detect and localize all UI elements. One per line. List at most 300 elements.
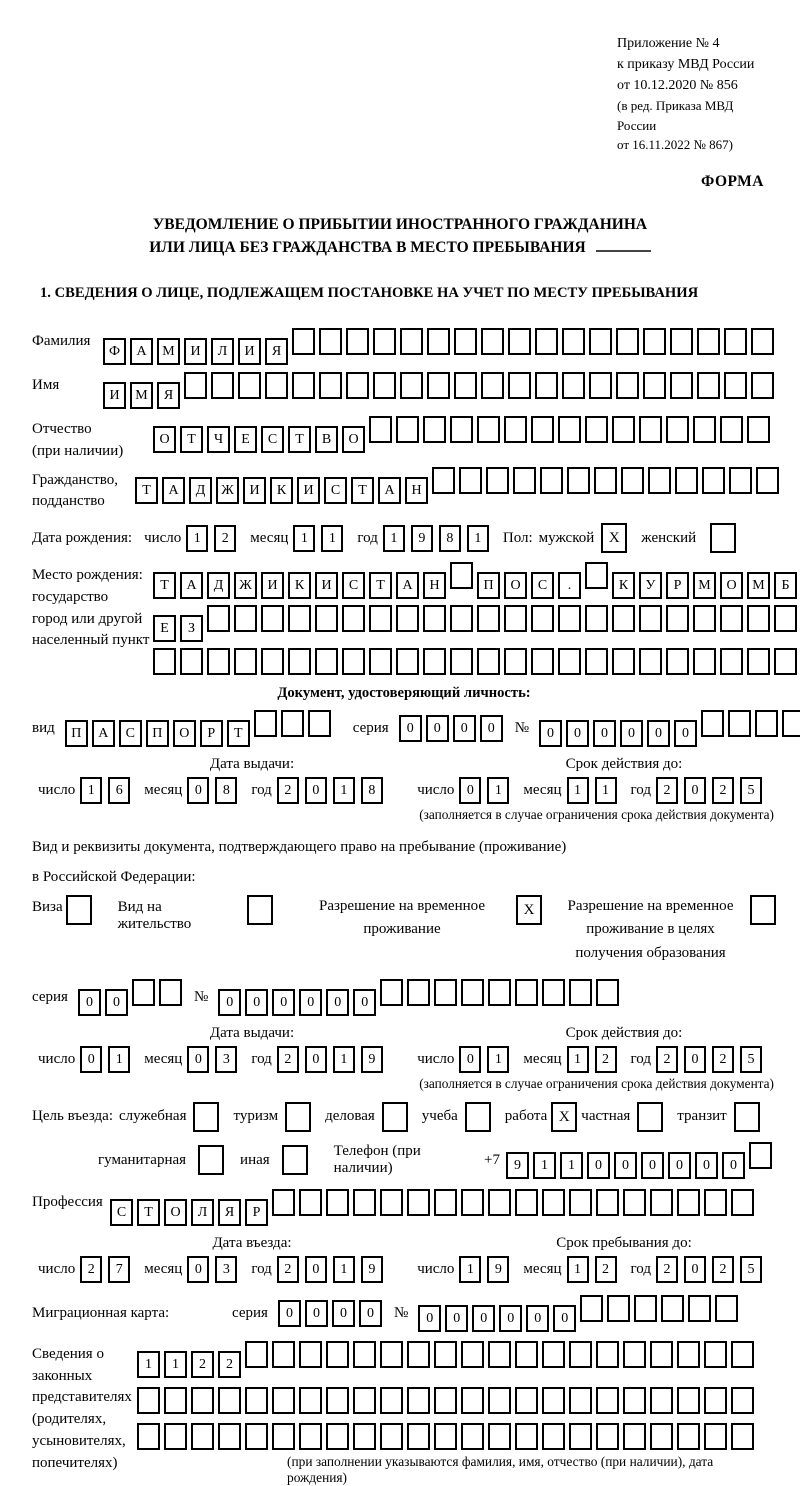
char-box[interactable] [643,372,666,399]
char-box[interactable]: 0 [553,1305,576,1332]
char-box[interactable]: 0 [722,1152,745,1179]
char-box[interactable]: 0 [218,989,241,1016]
char-box[interactable]: 1 [321,525,343,552]
char-box[interactable]: 0 [272,989,295,1016]
char-box[interactable] [755,710,778,737]
char-box[interactable] [677,1341,700,1368]
char-box[interactable] [585,605,608,632]
char-box[interactable]: 2 [595,1256,617,1283]
char-box[interactable] [724,372,747,399]
char-box[interactable] [191,1423,214,1450]
char-box[interactable] [326,1387,349,1414]
char-box[interactable] [542,1189,565,1216]
char-box[interactable] [346,372,369,399]
char-box[interactable] [207,648,230,675]
char-box[interactable] [677,1189,700,1216]
char-box[interactable] [677,1387,700,1414]
char-box[interactable]: А [162,477,185,504]
char-box[interactable]: Я [218,1199,241,1226]
char-box[interactable] [650,1341,673,1368]
char-box[interactable] [697,372,720,399]
char-box[interactable] [515,979,538,1006]
char-box[interactable]: 0 [418,1305,441,1332]
char-box[interactable] [369,416,392,443]
char-box[interactable]: О [153,426,176,453]
visa-checkbox-cell[interactable] [66,895,92,925]
char-box[interactable]: Т [227,720,250,747]
char-box[interactable] [515,1423,538,1450]
char-box[interactable]: И [297,477,320,504]
char-box[interactable]: 9 [411,525,433,552]
char-box[interactable] [319,372,342,399]
char-box[interactable] [164,1387,187,1414]
char-box[interactable] [450,416,473,443]
char-box[interactable] [542,1423,565,1450]
char-box[interactable]: И [184,338,207,365]
char-box[interactable]: 0 [353,989,376,1016]
char-box[interactable]: 2 [656,777,678,804]
char-box[interactable] [396,605,419,632]
char-box[interactable] [666,416,689,443]
char-box[interactable]: Л [211,338,234,365]
char-box[interactable]: 3 [215,1256,237,1283]
char-box[interactable] [704,1387,727,1414]
char-box[interactable] [542,1341,565,1368]
char-box[interactable]: Е [153,615,176,642]
char-box[interactable]: Р [666,572,689,599]
purpose-other-cell[interactable] [282,1145,308,1175]
char-box[interactable] [567,467,590,494]
char-box[interactable] [427,372,450,399]
edu-permit-checkbox-cell[interactable] [750,895,776,925]
char-box[interactable] [720,605,743,632]
char-box[interactable] [596,1189,619,1216]
char-box[interactable] [369,605,392,632]
char-box[interactable] [774,648,797,675]
char-box[interactable]: П [146,720,169,747]
char-box[interactable]: 9 [487,1256,509,1283]
char-box[interactable]: 1 [567,777,589,804]
char-box[interactable]: 1 [567,1256,589,1283]
char-box[interactable]: 2 [277,777,299,804]
char-box[interactable] [211,372,234,399]
char-box[interactable] [515,1189,538,1216]
char-box[interactable] [504,648,527,675]
char-box[interactable]: 1 [333,1046,355,1073]
char-box[interactable]: Ж [216,477,239,504]
char-box[interactable] [504,605,527,632]
char-box[interactable]: 1 [560,1152,583,1179]
char-box[interactable]: Т [288,426,311,453]
char-box[interactable]: 0 [641,1152,664,1179]
char-box[interactable] [380,1387,403,1414]
purpose-work-cell[interactable]: X [551,1102,577,1132]
char-box[interactable]: 6 [108,777,130,804]
char-box[interactable]: 5 [740,1256,762,1283]
char-box[interactable] [153,648,176,675]
char-box[interactable] [623,1423,646,1450]
char-box[interactable] [661,1295,684,1322]
char-box[interactable] [704,1341,727,1368]
char-box[interactable]: 0 [187,777,209,804]
char-box[interactable]: 0 [695,1152,718,1179]
char-box[interactable] [558,605,581,632]
char-box[interactable]: 1 [137,1351,160,1378]
char-box[interactable] [373,328,396,355]
char-box[interactable] [704,1189,727,1216]
char-box[interactable] [531,648,554,675]
char-box[interactable] [450,605,473,632]
char-box[interactable] [612,648,635,675]
char-box[interactable] [585,416,608,443]
char-box[interactable]: 1 [467,525,489,552]
char-box[interactable] [396,416,419,443]
char-box[interactable] [670,328,693,355]
char-box[interactable] [315,605,338,632]
char-box[interactable] [643,328,666,355]
char-box[interactable] [308,710,331,737]
char-box[interactable]: 0 [187,1046,209,1073]
char-box[interactable] [400,372,423,399]
char-box[interactable] [504,416,527,443]
char-box[interactable]: 1 [487,1046,509,1073]
char-box[interactable]: И [261,572,284,599]
char-box[interactable] [666,605,689,632]
male-checkbox-cell[interactable]: X [601,523,627,553]
purpose-humanitarian-cell[interactable] [198,1145,224,1175]
char-box[interactable]: 8 [439,525,461,552]
char-box[interactable]: 0 [684,1256,706,1283]
char-box[interactable]: Е [234,426,257,453]
char-box[interactable] [515,1387,538,1414]
char-box[interactable]: 1 [383,525,405,552]
char-box[interactable]: 1 [595,777,617,804]
char-box[interactable]: 0 [445,1305,468,1332]
char-box[interactable] [535,328,558,355]
char-box[interactable] [751,372,774,399]
char-box[interactable] [454,372,477,399]
char-box[interactable]: 0 [453,715,476,742]
char-box[interactable] [184,372,207,399]
char-box[interactable] [542,979,565,1006]
char-box[interactable]: Д [189,477,212,504]
char-box[interactable] [650,1423,673,1450]
char-box[interactable]: А [130,338,153,365]
char-box[interactable] [261,648,284,675]
char-box[interactable] [461,1387,484,1414]
char-box[interactable] [423,648,446,675]
char-box[interactable]: У [639,572,662,599]
char-box[interactable] [639,416,662,443]
char-box[interactable]: М [693,572,716,599]
char-box[interactable] [589,372,612,399]
char-box[interactable] [634,1295,657,1322]
residence-permit-checkbox-cell[interactable] [247,895,273,925]
char-box[interactable] [164,1423,187,1450]
char-box[interactable] [747,605,770,632]
char-box[interactable] [299,1423,322,1450]
char-box[interactable] [434,1423,457,1450]
char-box[interactable]: 0 [668,1152,691,1179]
char-box[interactable] [693,648,716,675]
char-box[interactable]: 0 [566,720,589,747]
char-box[interactable] [596,1423,619,1450]
char-box[interactable]: А [92,720,115,747]
char-box[interactable]: 0 [105,989,128,1016]
char-box[interactable] [288,648,311,675]
char-box[interactable]: 0 [305,1046,327,1073]
char-box[interactable] [731,1341,754,1368]
char-box[interactable]: П [65,720,88,747]
char-box[interactable] [459,467,482,494]
char-box[interactable]: 1 [459,1256,481,1283]
female-checkbox-cell[interactable] [710,523,736,553]
char-box[interactable] [623,1387,646,1414]
char-box[interactable]: 0 [426,715,449,742]
char-box[interactable] [407,1341,430,1368]
char-box[interactable] [481,328,504,355]
char-box[interactable] [731,1189,754,1216]
char-box[interactable] [353,1387,376,1414]
char-box[interactable]: Н [405,477,428,504]
char-box[interactable] [265,372,288,399]
char-box[interactable] [299,1341,322,1368]
char-box[interactable]: 0 [299,989,322,1016]
char-box[interactable]: 0 [620,720,643,747]
char-box[interactable]: 2 [712,1046,734,1073]
char-box[interactable]: 2 [595,1046,617,1073]
char-box[interactable] [281,710,304,737]
char-box[interactable] [515,1341,538,1368]
char-box[interactable] [272,1423,295,1450]
char-box[interactable]: Т [137,1199,160,1226]
char-box[interactable] [731,1387,754,1414]
char-box[interactable]: 2 [277,1256,299,1283]
char-box[interactable] [454,328,477,355]
char-box[interactable] [218,1387,241,1414]
char-box[interactable]: 0 [526,1305,549,1332]
char-box[interactable]: 5 [740,1046,762,1073]
char-box[interactable]: 0 [78,989,101,1016]
char-box[interactable]: К [288,572,311,599]
char-box[interactable] [132,979,155,1006]
char-box[interactable]: 0 [539,720,562,747]
char-box[interactable] [427,328,450,355]
char-box[interactable] [245,1387,268,1414]
char-box[interactable] [423,416,446,443]
char-box[interactable] [396,648,419,675]
char-box[interactable] [607,1295,630,1322]
char-box[interactable] [774,605,797,632]
char-box[interactable] [434,1189,457,1216]
purpose-study-cell[interactable] [465,1102,491,1132]
char-box[interactable]: 0 [187,1256,209,1283]
char-box[interactable] [531,605,554,632]
char-box[interactable]: 2 [214,525,236,552]
char-box[interactable] [434,1341,457,1368]
char-box[interactable]: Т [369,572,392,599]
char-box[interactable]: К [270,477,293,504]
char-box[interactable]: 1 [333,777,355,804]
char-box[interactable] [720,648,743,675]
char-box[interactable] [432,467,455,494]
char-box[interactable] [380,979,403,1006]
char-box[interactable]: 0 [80,1046,102,1073]
char-box[interactable] [693,416,716,443]
char-box[interactable] [702,467,725,494]
purpose-transit-cell[interactable] [734,1102,760,1132]
char-box[interactable]: С [324,477,347,504]
char-box[interactable]: Т [153,572,176,599]
char-box[interactable]: 0 [359,1300,382,1327]
char-box[interactable] [353,1189,376,1216]
char-box[interactable]: 3 [215,1046,237,1073]
char-box[interactable]: 0 [459,777,481,804]
char-box[interactable] [245,1423,268,1450]
char-box[interactable] [488,979,511,1006]
char-box[interactable]: Т [351,477,374,504]
char-box[interactable] [623,1189,646,1216]
char-box[interactable]: Т [135,477,158,504]
char-box[interactable]: И [238,338,261,365]
char-box[interactable]: 8 [215,777,237,804]
char-box[interactable] [612,416,635,443]
char-box[interactable] [670,372,693,399]
char-box[interactable] [616,328,639,355]
char-box[interactable]: 1 [108,1046,130,1073]
char-box[interactable] [407,1387,430,1414]
char-box[interactable] [272,1189,295,1216]
char-box[interactable] [461,1341,484,1368]
char-box[interactable] [720,416,743,443]
char-box[interactable]: 0 [305,1300,328,1327]
char-box[interactable] [666,648,689,675]
char-box[interactable] [319,328,342,355]
char-box[interactable] [488,1387,511,1414]
char-box[interactable] [207,605,230,632]
char-box[interactable]: О [504,572,527,599]
char-box[interactable]: 0 [614,1152,637,1179]
char-box[interactable] [639,648,662,675]
char-box[interactable]: 0 [245,989,268,1016]
char-box[interactable]: Д [207,572,230,599]
char-box[interactable]: 5 [740,777,762,804]
char-box[interactable]: 2 [712,777,734,804]
char-box[interactable] [675,467,698,494]
char-box[interactable] [407,1423,430,1450]
char-box[interactable]: 1 [487,777,509,804]
char-box[interactable]: Р [245,1199,268,1226]
char-box[interactable] [731,1423,754,1450]
char-box[interactable] [292,328,315,355]
char-box[interactable] [621,467,644,494]
char-box[interactable] [589,328,612,355]
char-box[interactable] [369,648,392,675]
char-box[interactable]: 0 [332,1300,355,1327]
char-box[interactable] [342,648,365,675]
purpose-official-cell[interactable] [193,1102,219,1132]
char-box[interactable] [407,1189,430,1216]
char-box[interactable] [569,979,592,1006]
char-box[interactable] [486,467,509,494]
char-box[interactable]: 0 [399,715,422,742]
char-box[interactable] [596,1341,619,1368]
char-box[interactable] [481,372,504,399]
char-box[interactable] [373,372,396,399]
char-box[interactable]: 2 [218,1351,241,1378]
char-box[interactable]: 7 [108,1256,130,1283]
char-box[interactable] [423,605,446,632]
char-box[interactable]: 0 [593,720,616,747]
char-box[interactable] [234,605,257,632]
char-box[interactable]: М [157,338,180,365]
char-box[interactable]: Л [191,1199,214,1226]
char-box[interactable] [434,1387,457,1414]
char-box[interactable]: . [558,572,581,599]
char-box[interactable] [677,1423,700,1450]
char-box[interactable] [292,372,315,399]
char-box[interactable] [782,710,800,737]
purpose-business-cell[interactable] [382,1102,408,1132]
char-box[interactable]: 1 [533,1152,556,1179]
char-box[interactable]: А [180,572,203,599]
char-box[interactable] [569,1189,592,1216]
char-box[interactable]: Я [265,338,288,365]
char-box[interactable] [254,710,277,737]
char-box[interactable]: А [396,572,419,599]
char-box[interactable] [315,648,338,675]
char-box[interactable] [585,562,608,589]
char-box[interactable] [450,562,473,589]
char-box[interactable] [747,648,770,675]
char-box[interactable] [540,467,563,494]
char-box[interactable]: О [720,572,743,599]
char-box[interactable] [585,648,608,675]
char-box[interactable] [288,605,311,632]
char-box[interactable] [272,1341,295,1368]
char-box[interactable] [594,467,617,494]
char-box[interactable]: 0 [472,1305,495,1332]
char-box[interactable] [729,467,752,494]
char-box[interactable]: 8 [361,777,383,804]
char-box[interactable] [697,328,720,355]
char-box[interactable] [715,1295,738,1322]
char-box[interactable]: Б [774,572,797,599]
char-box[interactable] [623,1341,646,1368]
char-box[interactable] [596,979,619,1006]
char-box[interactable] [272,1387,295,1414]
char-box[interactable] [450,648,473,675]
char-box[interactable]: 0 [326,989,349,1016]
char-box[interactable] [513,467,536,494]
char-box[interactable]: З [180,615,203,642]
char-box[interactable]: О [164,1199,187,1226]
char-box[interactable]: О [342,426,365,453]
char-box[interactable] [180,648,203,675]
char-box[interactable]: 0 [587,1152,610,1179]
char-box[interactable] [218,1423,241,1450]
char-box[interactable]: 1 [567,1046,589,1073]
char-box[interactable]: 1 [293,525,315,552]
char-box[interactable]: 2 [277,1046,299,1073]
char-box[interactable] [508,328,531,355]
char-box[interactable] [728,710,751,737]
char-box[interactable]: П [477,572,500,599]
char-box[interactable] [531,416,554,443]
char-box[interactable]: 2 [191,1351,214,1378]
char-box[interactable]: 9 [361,1046,383,1073]
char-box[interactable]: О [173,720,196,747]
